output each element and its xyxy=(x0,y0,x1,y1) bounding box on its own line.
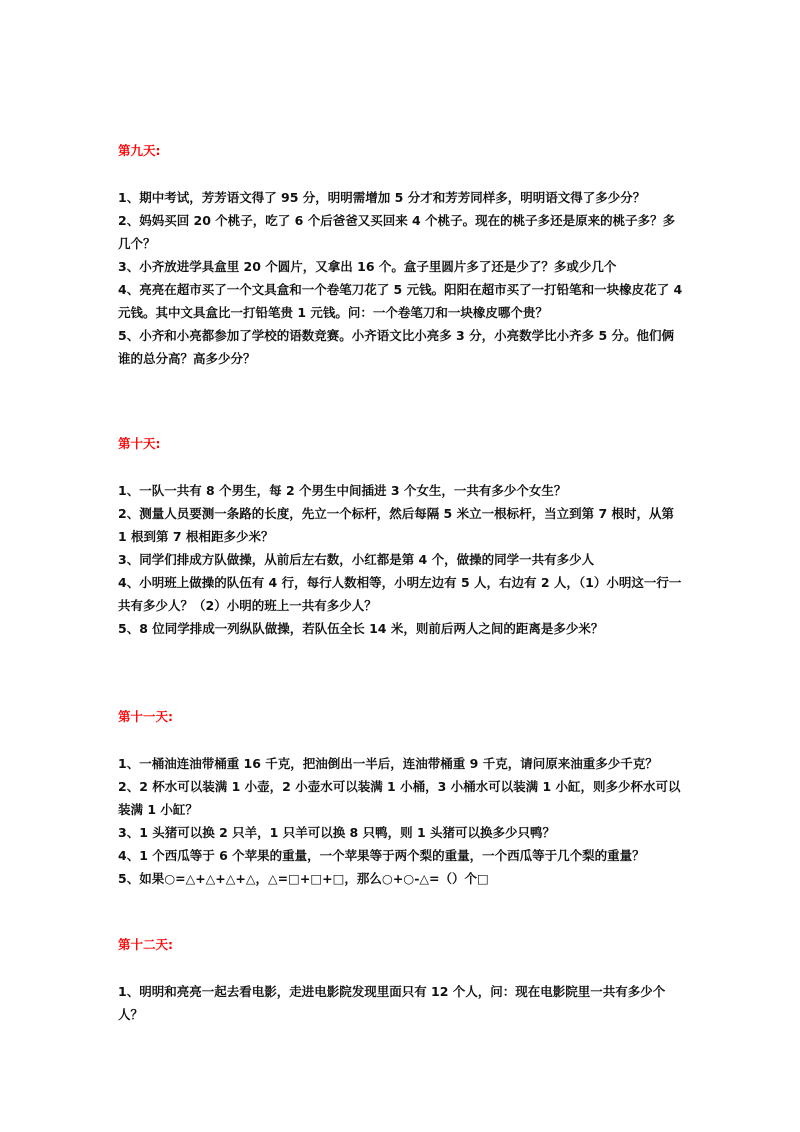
question-item: 5、8 位同学排成一列纵队做操，若队伍全长 14 米，则前后两人之间的距离是多少米？ xyxy=(118,621,604,636)
question-item: 2、妈妈买回 20 个桃子，吃了 6 个后爸爸又买回来 4 个桃子。现在的桃子多还是原来的桃子多？多几个？ xyxy=(118,213,676,251)
day-12-section xyxy=(118,935,686,1026)
question-item: 2、测量人员要测一条路的长度，先立一个标杆，然后每隔 5 米立一根标杆，当立到第 7 根时，从第 1 根到第 7 根相距多少米？ xyxy=(118,506,675,544)
question-item: 1、一桶油连油带桶重 16 千克，把油倒出一半后，连油带桶重 9 千克，请问原来油重多少千克？ xyxy=(118,756,658,771)
question-item: 1、期中考试，芳芳语文得了 95 分，明明需增加 5 分才和芳芳同样多，明明语文得了多少分？ xyxy=(118,190,646,205)
question-item: 4、小明班上做操的队伍有 4 行，每行人数相等，小明左边有 5 人，右边有 2 人，（1）小明这一行一共有多少人？（2）小明的班上一共有多少人？ xyxy=(118,575,682,613)
question-list xyxy=(118,186,686,370)
section-heading: 第九天: xyxy=(118,143,161,158)
day-11-section xyxy=(118,707,686,890)
question-item: 5、如果○=△+△+△+△，△=□+□+□，那么○+○-△=（）个□ xyxy=(118,871,489,886)
question-item: 5、小齐和小亮都参加了学校的语数竞赛。小齐语文比小亮多 3 分，小亮数学比小齐多 5 分。他们俩谁的总分高？高多少分？ xyxy=(118,328,675,366)
question-item: 2、2 杯水可以装满 1 小壶，2 小壶水可以装满 1 小桶，3 小桶水可以装满 1 小缸，则多少杯水可以装满 1 小缸？ xyxy=(118,779,681,817)
question-list xyxy=(118,752,686,890)
question-item: 1、明明和亮亮一起去看电影，走进电影院发现里面只有 12 个人，问：现在电影院里一共有多少个人？ xyxy=(118,984,666,1022)
question-item: 1、一队一共有 8 个男生，每 2 个男生中间插进 3 个女生，一共有多少个女生？ xyxy=(118,483,567,498)
question-item: 3、同学们排成方队做操，从前后左右数，小红都是第 4 个，做操的同学一共有多少人 xyxy=(118,552,595,567)
section-heading: 第十一天: xyxy=(118,709,173,724)
question-item: 3、1 头猪可以换 2 只羊，1 只羊可以换 8 只鸭，则 1 头猪可以换多少只鸭？ xyxy=(118,825,556,840)
question-list xyxy=(118,980,686,1026)
question-item: 4、1 个西瓜等于 6 个苹果的重量，一个苹果等于两个梨的重量，一个西瓜等于几个梨的重量？ xyxy=(118,848,645,863)
question-item: 4、亮亮在超市买了一个文具盒和一个卷笔刀花了 5 元钱。阳阳在超市买了一打铅笔和一块橡皮花了 4 元钱。其中文具盒比一打铅笔贵 1 元钱。问：一个卷笔刀和一块橡皮哪个贵？ xyxy=(118,282,683,320)
day-10-section xyxy=(118,434,686,640)
section-heading: 第十天: xyxy=(118,436,161,451)
question-list xyxy=(118,479,686,640)
section-heading: 第十二天: xyxy=(118,937,173,952)
day-9-section xyxy=(118,141,686,370)
question-item: 3、小齐放进学具盒里 20 个圆片，又拿出 16 个。盒子里圆片多了还是少了？多或少几个 xyxy=(118,259,617,274)
